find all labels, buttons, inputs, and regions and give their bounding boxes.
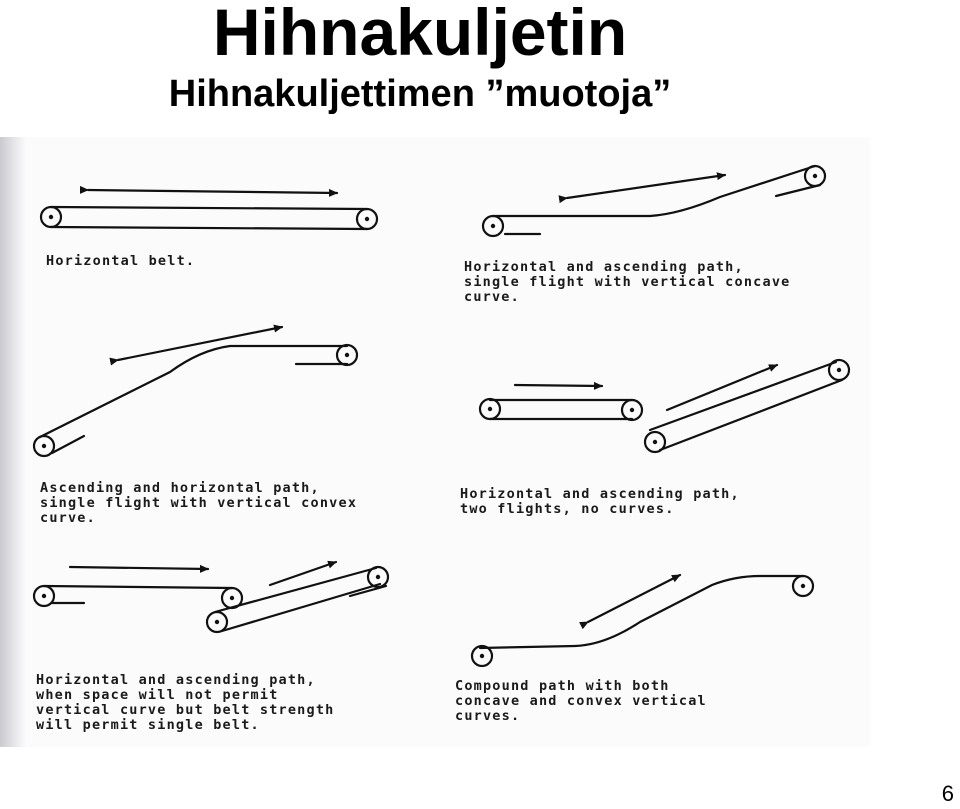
horizontal-ascending-concave-diagram [483,166,825,236]
ascending-horizontal-convex-diagram [34,327,357,456]
horizontal-belt-diagram [41,190,377,229]
caption-compound-path: Compound path with both concave and convex vertical curves. [455,678,707,724]
single-belt-no-curve-diagram [34,562,388,632]
caption-two-flights: Horizontal and ascending path, two flights, no curves. [460,486,740,517]
caption-concave-curve: Horizontal and ascending path, single flight with vertical concave curve. [464,259,791,305]
compound-path-diagram [472,575,813,666]
two-flights-diagram [480,360,849,452]
pulley-dots [42,174,841,658]
caption-convex-curve: Ascending and horizontal path, single flight with vertical convex curve. [40,480,358,526]
slide-title: Hihnakuljetin [212,0,628,69]
slide-subtitle: Hihnakuljettimen ”muotoja” [168,73,672,115]
page-number: 6 [941,781,954,806]
caption-single-belt: Horizontal and ascending path, when space will not permit vertical curve but belt strength will permit single belt. [36,672,335,733]
caption-horizontal-belt: Horizontal belt. [46,253,196,269]
